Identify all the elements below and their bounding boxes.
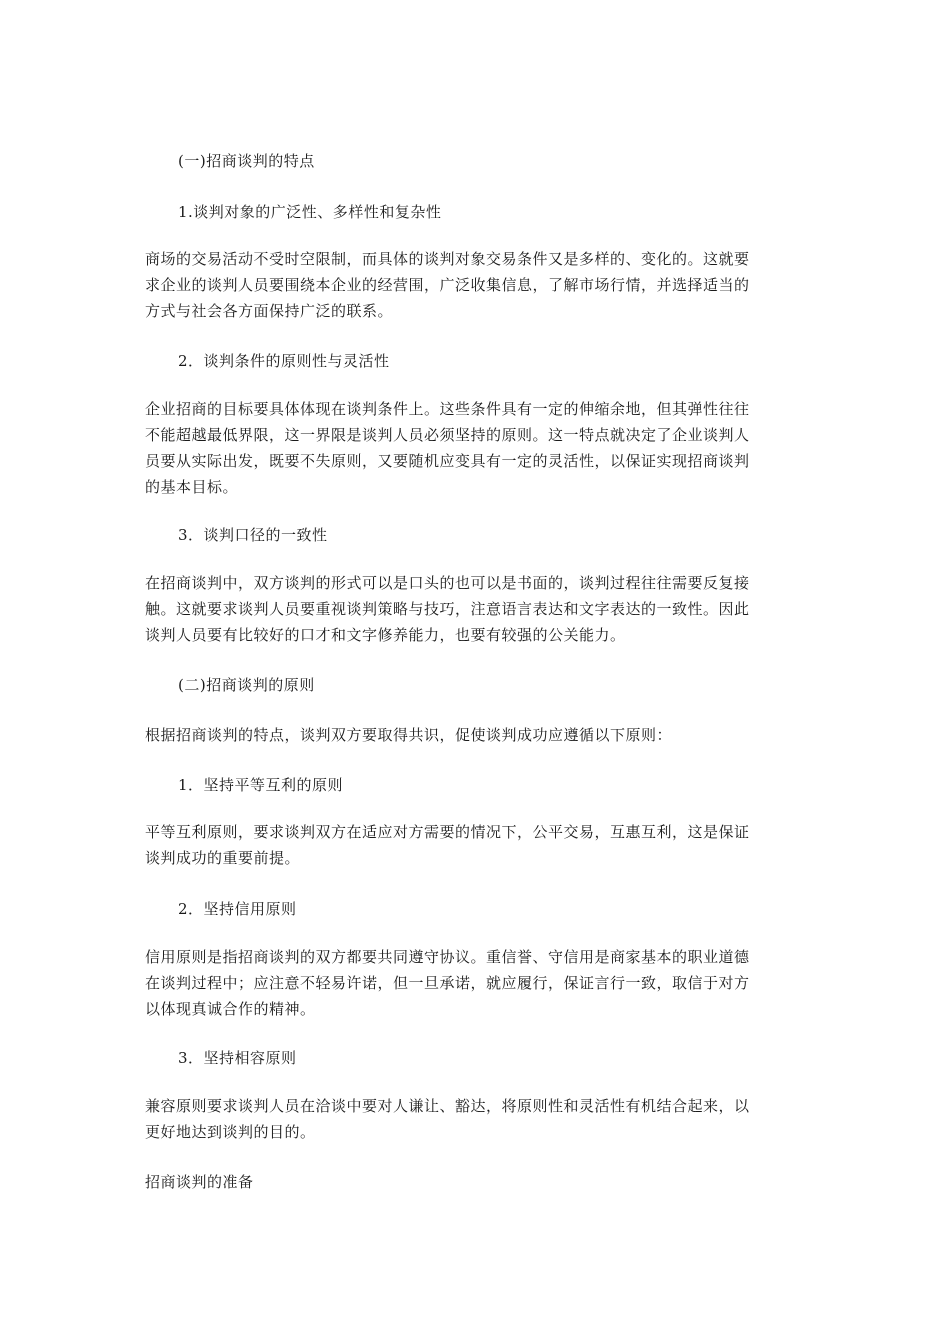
paragraph-line: 在招商谈判中，双方谈判的形式可以是口头的也可以是书面的，谈判过程往往需要反复接 xyxy=(145,574,750,592)
paragraph-consistency xyxy=(145,570,807,648)
paragraph-negotiation-objects xyxy=(145,246,807,324)
paragraph-line: 在谈判过程中；应注意不轻易许诺，但一旦承诺，就应履行，保证言行一致，取信于对方 xyxy=(145,974,750,992)
paragraph-line: 以体现真诚合作的精神。 xyxy=(145,1000,316,1018)
subheading-credit: 2．坚持信用原则 xyxy=(178,900,297,918)
subheading-compatibility: 3．坚持相容原则 xyxy=(178,1049,297,1067)
paragraph-line: 员要从实际出发，既要不失原则，又要随机应变具有一定的灵活性，以保证实现招商谈判 xyxy=(145,452,750,470)
principles-intro: 根据招商谈判的特点，谈判双方要取得共识，促使谈判成功应遵循以下原则： xyxy=(145,726,673,744)
section-heading-characteristics: (一)招商谈判的特点 xyxy=(178,152,315,170)
paragraph-line: 的基本目标。 xyxy=(145,478,239,496)
paragraph-line: 平等互利原则，要求谈判双方在适应对方需要的情况下，公平交易，互惠互利，这是保证 xyxy=(145,823,750,841)
paragraph-line: 更好地达到谈判的目的。 xyxy=(145,1123,316,1141)
paragraph-line: 方式与社会各方面保持广泛的联系。 xyxy=(145,302,394,320)
paragraph-equality xyxy=(145,819,807,871)
paragraph-line: 企业招商的目标要具体体现在谈判条件上。这些条件具有一定的伸缩余地，但其弹性往往 xyxy=(145,400,750,418)
paragraph-line: 谈判成功的重要前提。 xyxy=(145,849,301,867)
section-heading-preparation: 招商谈判的准备 xyxy=(145,1173,254,1191)
paragraph-line: 商场的交易活动不受时空限制，而具体的谈判对象交易条件又是多样的、变化的。这就要 xyxy=(145,250,750,268)
subheading-consistency: 3．谈判口径的一致性 xyxy=(178,526,328,544)
paragraph-negotiation-conditions xyxy=(145,396,807,500)
paragraph-line: 兼容原则要求谈判人员在洽谈中要对人谦让、豁达，将原则性和灵活性有机结合起来，以 xyxy=(145,1097,750,1115)
paragraph-line: 谈判人员要有比较好的口才和文字修养能力，也要有较强的公关能力。 xyxy=(145,626,626,644)
subheading-negotiation-conditions: 2．谈判条件的原则性与灵活性 xyxy=(178,352,390,370)
paragraph-line: 求企业的谈判人员要围绕本企业的经营围，广泛收集信息，了解市场行情，并选择适当的 xyxy=(145,276,750,294)
subheading-negotiation-objects: 1.谈判对象的广泛性、多样性和复杂性 xyxy=(178,203,442,221)
paragraph-line: 信用原则是指招商谈判的双方都要共同遵守协议。重信誉、守信用是商家基本的职业道德 xyxy=(145,948,750,966)
section-heading-principles: (二)招商谈判的原则 xyxy=(178,676,315,694)
paragraph-compatibility xyxy=(145,1093,807,1145)
subheading-equality: 1．坚持平等互利的原则 xyxy=(178,776,344,794)
paragraph-line: 触。这就要求谈判人员要重视谈判策略与技巧，注意语言表达和文字表达的一致性。因此 xyxy=(145,600,750,618)
paragraph-line: 不能超越最低界限，这一界限是谈判人员必须坚持的原则。这一特点就决定了企业谈判人 xyxy=(145,426,750,444)
paragraph-credit xyxy=(145,944,807,1022)
